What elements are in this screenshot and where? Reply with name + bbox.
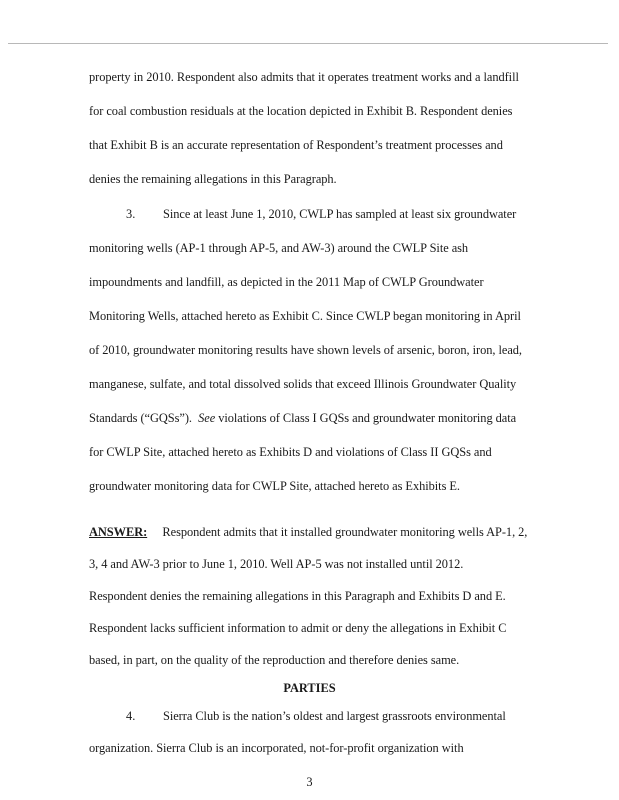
text-line: that Exhibit B is an accurate representation of Respondent’s treatment processes and [89, 138, 503, 152]
section-heading: PARTIES [283, 681, 336, 695]
text-line: Respondent denies the remaining allegations in this Paragraph and Exhibits D and E. [89, 589, 506, 603]
text-segment: Standards (“GQSs”). [89, 411, 192, 425]
text-line: impoundments and landfill, as depicted in the 2011 Map of CWLP Groundwater [89, 275, 484, 289]
text-line: Since at least June 1, 2010, CWLP has sampled at least six groundwater [163, 207, 517, 221]
text-line: 3, 4 and AW-3 prior to June 1, 2010. Well AP-5 was not installed until 2012. [89, 557, 464, 571]
text-line: for coal combustion residuals at the location depicted in Exhibit B. Respondent denies [89, 104, 513, 118]
text-line: organization. Sierra Club is an incorporated, not-for-profit organization with [89, 741, 464, 755]
text-line: of 2010, groundwater monitoring results have shown levels of arsenic, boron, iron, lead, [89, 343, 522, 357]
citation-signal: See [198, 411, 216, 425]
text-line: Sierra Club is the nation’s oldest and largest grassroots environmental [163, 709, 506, 723]
text-line: Monitoring Wells, attached hereto as Exhibit C. Since CWLP began monitoring in April [89, 309, 521, 323]
text-line: based, in part, on the quality of the reproduction and therefore denies same. [89, 653, 460, 667]
text-segment: violations of Class I GQSs and groundwater monitoring data [218, 411, 517, 425]
text-segment: Respondent admits that it installed groundwater monitoring wells AP-1, 2, [162, 525, 528, 539]
text-line: for CWLP Site, attached hereto as Exhibits D and violations of Class II GQSs and [89, 445, 492, 459]
paragraph-number: 4. [126, 709, 136, 723]
text-line: Respondent lacks sufficient information to admit or deny the allegations in Exhibit C [89, 621, 507, 635]
answer-line [89, 524, 527, 540]
text-line: groundwater monitoring data for CWLP Site, attached hereto as Exhibits E. [89, 479, 460, 493]
paragraph-number: 3. [126, 207, 136, 221]
header-rule [8, 43, 608, 44]
text-line: property in 2010. Respondent also admits that it operates treatment works and a landfill [89, 70, 519, 84]
page-number: 3 [306, 775, 313, 789]
text-line: manganese, sulfate, and total dissolved solids that exceed Illinois Groundwater Quality [89, 377, 517, 391]
text-line: denies the remaining allegations in this Paragraph. [89, 172, 337, 186]
answer-label: ANSWER: [89, 525, 148, 539]
text-line [89, 410, 516, 426]
text-line: monitoring wells (AP-1 through AP-5, and AW-3) around the CWLP Site ash [89, 241, 469, 255]
